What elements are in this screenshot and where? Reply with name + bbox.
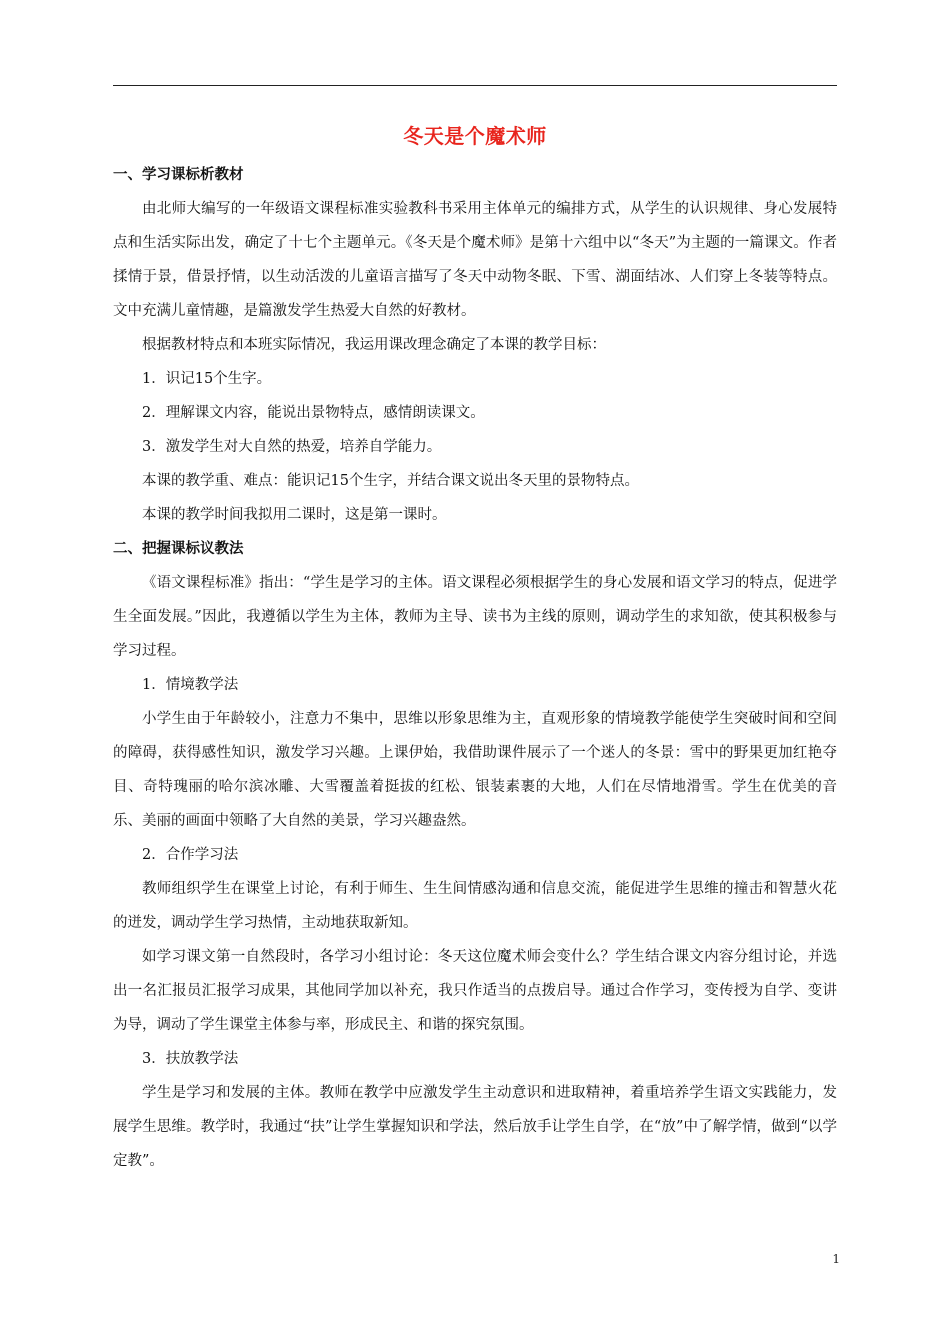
section-heading: 二、把握课标议教法 — [113, 541, 244, 557]
method-title: 1．情境教学法 — [142, 677, 239, 693]
document-body — [113, 158, 837, 1178]
paragraph: 学生是学习和发展的主体。教师在教学中应激发学生主动意识和进取精神，着重培养学生语文实践能力，发展学生思维。教学时，我通过“扶”让学生掌握知识和学法，然后放手让学生自学，在“放”中了解学情，做到“以学定教”。 — [113, 1085, 837, 1169]
page-number: 1 — [832, 1252, 840, 1266]
paragraph: 本课的教学时间我拟用二课时，这是第一课时。 — [142, 507, 447, 523]
objective-item: 1．识记15个生字。 — [142, 371, 272, 387]
method-title: 2．合作学习法 — [142, 847, 239, 863]
paragraph: 教师组织学生在课堂上讨论，有利于师生、生生间情感沟通和信息交流，能促进学生思维的撞击和智慧火花的迸发，调动学生学习热情，主动地获取新知。 — [113, 881, 837, 931]
objective-item: 2．理解课文内容，能说出景物特点，感情朗读课文。 — [142, 405, 485, 421]
paragraph: 《语文课程标准》指出：“学生是学习的主体。语文课程必须根据学生的身心发展和语文学习的特点，促进学生全面发展。”因此，我遵循以学生为主体，教师为主导、读书为主线的原则，调动学生的求知欲，使其积极参与学习过程。 — [113, 575, 837, 659]
paragraph: 根据教材特点和本班实际情况，我运用课改理念确定了本课的教学目标： — [142, 337, 606, 353]
paragraph: 如学习课文第一自然段时，各学习小组讨论：冬天这位魔术师会变什么？学生结合课文内容分组讨论，并选出一名汇报员汇报学习成果，其他同学加以补充，我只作适当的点拨启导。通过合作学习，变传授为自学、变讲为导，调动了学生课堂主体参与率，形成民主、和谐的探究氛围。 — [113, 949, 837, 1033]
header-rule — [113, 85, 837, 86]
paragraph: 本课的教学重、难点：能识记15个生字，并结合课文说出冬天里的景物特点。 — [142, 473, 639, 489]
objective-item: 3．激发学生对大自然的热爱，培养自学能力。 — [142, 439, 442, 455]
document-title: 冬天是个魔术师 — [403, 124, 547, 148]
section-heading: 一、学习课标析教材 — [113, 167, 244, 183]
paragraph: 由北师大编写的一年级语文课程标准实验教科书采用主体单元的编排方式，从学生的认识规律、身心发展特点和生活实际出发，确定了十七个主题单元。《冬天是个魔术师》是第十六组中以“冬天”为主题的一篇课文。作者揉情于景，借景抒情，以生动活泼的儿童语言描写了冬天中动物冬眠、下雪、湖面结冰、人们穿上冬装等特点。文中充满儿童情趣，是篇激发学生热爱大自然的好教材。 — [113, 201, 837, 319]
method-title: 3．扶放教学法 — [142, 1051, 239, 1067]
paragraph: 小学生由于年龄较小，注意力不集中，思维以形象思维为主，直观形象的情境教学能使学生突破时间和空间的障碍，获得感性知识，激发学习兴趣。上课伊始，我借助课件展示了一个迷人的冬景：雪中的野果更加红艳夺目、奇特瑰丽的哈尔滨冰雕、大雪覆盖着挺拔的红松、银装素裹的大地，人们在尽情地滑雪。学生在优美的音乐、美丽的画面中领略了大自然的美景，学习兴趣盎然。 — [113, 711, 837, 829]
